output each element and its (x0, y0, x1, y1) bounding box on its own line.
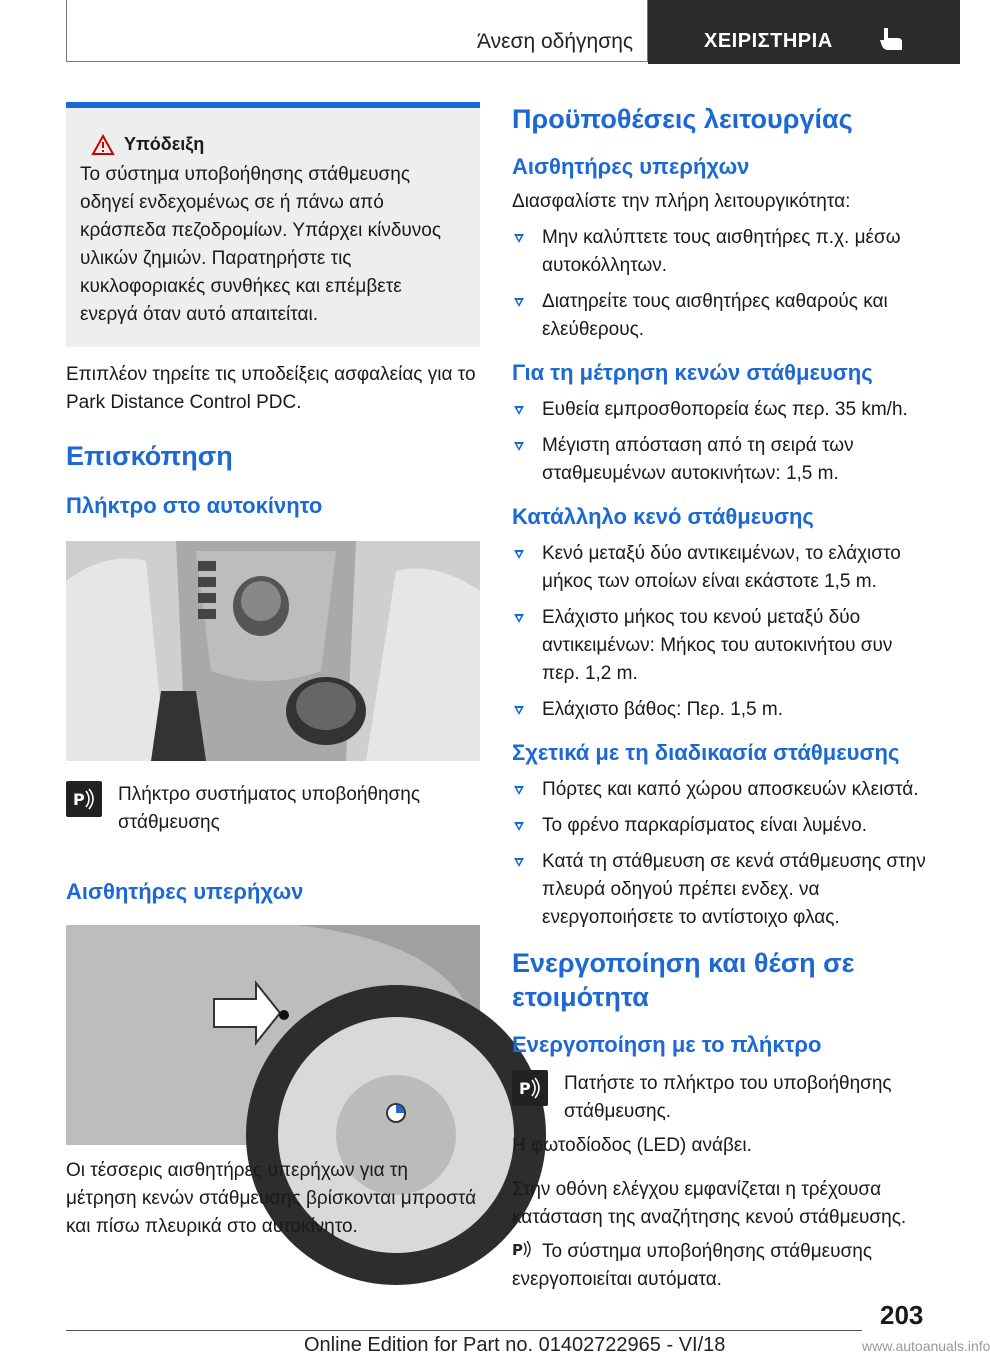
right-column (512, 102, 928, 1294)
heading-prerequisites: Προϋποθέσεις λειτουργίας (512, 104, 853, 134)
header-chapter-title: ΧΕΙΡΙΣΤΗΡΙΑ (704, 30, 833, 52)
warning-note (66, 102, 480, 347)
heading-measure-gaps: Για τη μέτρηση κενών στάθμευσης (512, 360, 873, 385)
list-item: Μην καλύπτετε τους αισθητήρες π.χ. μέσω αυτοκόλλητων. (512, 224, 928, 280)
caption-sensors-text: Οι τέσσερις αισθητήρες υπερήχων για τη μέτρηση κενών στάθμευσης βρίσκονται μπροστά και πίσω πλευρικά στο αυτοκίνητο. (66, 1160, 477, 1237)
heading-ultrasonic-sensors: Αισθητήρες υπερήχων (66, 879, 304, 904)
footer-watermark: www.autoanuals.info (862, 1338, 990, 1354)
list-item: Κατά τη στάθμευση σε κενά στάθμευσης στην πλευρά οδηγού πρέπει ενδεχ. να ενεργοποιήσετε το αντίστοιχο φλας. (512, 848, 928, 932)
list-item: Ευθεία εμπροσθοπορεία έως περ. 35 km/h. (512, 396, 928, 424)
footer-divider (66, 1330, 862, 1331)
list-item: Το φρένο παρκαρίσματος είναι λυμένο. (512, 812, 928, 840)
heading-suitable-gap: Κατάλληλο κενό στάθμευσης (512, 504, 814, 529)
left-column (66, 102, 480, 1241)
header-section-box (66, 0, 648, 62)
list-item: Διατηρείτε τους αισθητήρες καθαρούς και ελεύθερους. (512, 288, 928, 344)
caption-button (66, 781, 480, 837)
heading-overview: Επισκόπηση (66, 441, 233, 471)
svg-text:P: P (519, 1079, 531, 1098)
figure-console-button (66, 541, 480, 761)
auto-activation-text: P Το σύστημα υποβοήθησης στάθμευσης ενεργοποιείται αυτόματα. (512, 1241, 872, 1290)
press-button-text: Πατήστε το πλήκτρο του υποβοήθησης στάθμευσης. (564, 1073, 892, 1122)
list-item: Μέγιστη απόσταση από τη σειρά των σταθμευμένων αυτοκινήτων: 1,5 m. (512, 432, 928, 488)
procedure-list (512, 776, 928, 932)
warning-triangle-icon (92, 135, 114, 155)
figure-sensors (66, 925, 480, 1145)
list-item: Κενό μεταξύ δύο αντικειμένων, το ελάχιστο μήκος των οποίων είναι εκάστοτε 1,5 m. (512, 540, 928, 596)
footer-edition: Online Edition for Part no. 01402722965 - VI/18 (304, 1334, 726, 1356)
parking-assist-button-icon (66, 781, 102, 817)
note-text: Το σύστημα υποβοήθησης στάθμευσης οδηγεί ενδεχομένως σε ή πάνω από κράσπεδα πεζοδρομίων. Υπάρχει κίνδυνος υλικών ζημιών. Παρατηρήστε τις κυκλοφοριακές συνθήκες και επέμβετε ενεργά όταν αυτό απαιτείται. (80, 164, 442, 325)
heading-button-in-car: Πλήκτρο στο αυτοκίνητο (66, 493, 323, 518)
svg-text:P: P (512, 1241, 523, 1259)
svg-text:P: P (73, 790, 85, 809)
press-button-instruction (512, 1070, 928, 1126)
heading-activation: Ενεργοποίηση και θέση σε ετοιμότητα (512, 948, 855, 1012)
list-item: Ελάχιστο βάθος: Περ. 1,5 m. (512, 696, 928, 724)
hand-pointer-icon (878, 26, 904, 52)
safety-paragraph: Επιπλέον τηρείτε τις υποδείξεις ασφαλείας για το Park Distance Control PDC. (66, 364, 476, 413)
wheel-sensor-illustration (66, 925, 480, 1145)
page-number: 203 (880, 1300, 924, 1330)
heading-parking-procedure: Σχετικά με τη διαδικασία στάθμευσης (512, 740, 900, 765)
measure-list (512, 396, 928, 488)
list-item: Ελάχιστο μήκος του κενού μεταξύ δύο αντικειμένων: Μήκος του αυτοκινήτου συν περ. 1,2 m. (512, 604, 928, 688)
parking-assist-symbol-icon (512, 1239, 536, 1259)
header-section-title: Άνεση οδήγησης (477, 30, 633, 53)
sensors-intro: Διασφαλίστε την πλήρη λειτουργικότητα: (512, 191, 851, 212)
header-chapter-box (648, 0, 960, 64)
heading-right-sensors: Αισθητήρες υπερήχων (512, 154, 750, 179)
heading-activation-button: Ενεργοποίηση με το πλήκτρο (512, 1032, 822, 1057)
console-illustration (66, 541, 480, 761)
sensors-list (512, 224, 928, 344)
caption-button-text: Πλήκτρο συστήματος υποβοήθησης στάθμευσης (118, 784, 420, 833)
page-header (66, 0, 960, 64)
parking-assist-button-icon (512, 1070, 548, 1106)
display-text: Στην οθόνη ελέγχου εμφανίζεται η τρέχουσα κατάσταση της αναζήτησης κενού στάθμευσης. (512, 1179, 907, 1228)
gap-list (512, 540, 928, 724)
note-title: Υπόδειξη (124, 134, 205, 154)
note-header (92, 134, 464, 155)
led-text: Η φωτοδίοδος (LED) ανάβει. (512, 1135, 752, 1156)
list-item: Πόρτες και καπό χώρου αποσκευών κλειστά. (512, 776, 928, 804)
